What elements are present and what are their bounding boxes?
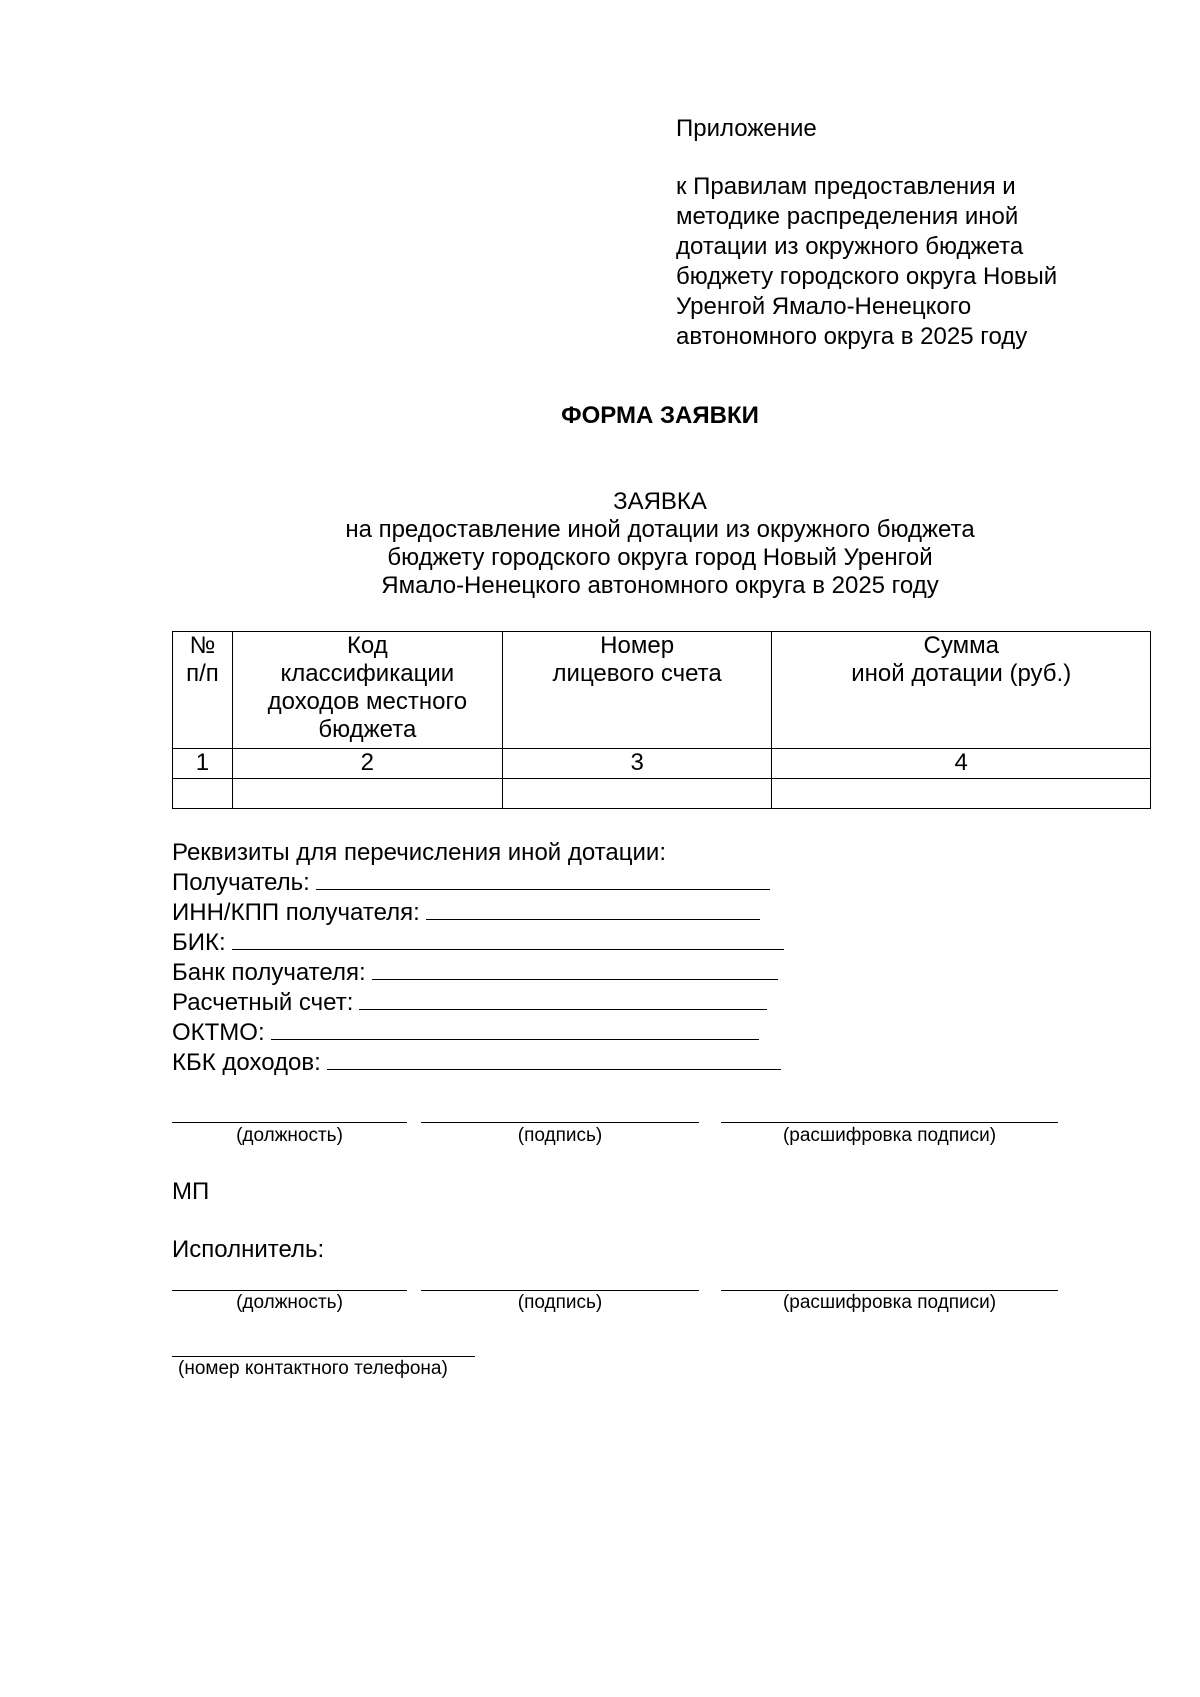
executor-signature-caption: (подпись) [517,1292,603,1313]
requisite-label: ИНН/КПП получателя: [172,899,420,926]
executor-position-caption: (должность) [236,1292,343,1313]
executor-decoding-caption: (расшифровка подписи) [782,1292,997,1313]
attachment-text [676,172,1057,352]
number-cell: 1 [173,749,233,779]
attachment-line: к Правилам предоставления и [676,173,1016,200]
header-line: доходов местного [267,688,468,715]
requisite-label: БИК: [172,929,226,956]
header-line: лицевого счета [552,660,722,687]
request-title-line: Ямало-Ненецкого автономного округа в 2025 году [381,572,939,599]
request-title [0,488,1200,600]
request-title-line: на предоставление иной дотации из окружного бюджета [345,516,975,543]
bank-field[interactable] [372,957,778,980]
executor-label: Исполнитель: [172,1236,325,1263]
executor-decoding-line[interactable] [721,1290,1058,1291]
table-empty-row [173,779,1151,809]
oktmo-field[interactable] [271,1017,759,1040]
requisites-block [172,838,784,1077]
inn-kpp-field[interactable] [426,897,760,920]
header-cell-number [173,632,233,749]
requisite-row-bik [172,927,784,957]
empty-cell[interactable] [772,779,1151,809]
executor-position-line[interactable] [172,1290,407,1291]
request-title-line: бюджету городского округа город Новый Уренгой [387,544,933,571]
attachment-line: дотации из окружного бюджета [676,233,1024,260]
requisites-title: Реквизиты для перечисления иной дотации: [172,839,666,866]
number-cell: 4 [772,749,1151,779]
header-line: иной дотации (руб.) [851,660,1072,687]
requisite-row-inn-kpp [172,897,784,927]
requisite-row-kbk [172,1047,784,1077]
position-line[interactable] [172,1122,407,1123]
header-cell-code [232,632,502,749]
attachment-line: автономного округа в 2025 году [676,323,1028,350]
recipient-field[interactable] [316,867,770,890]
position-caption: (должность) [236,1125,343,1146]
requisite-row-oktmo [172,1017,784,1047]
signature-caption: (подпись) [517,1125,603,1146]
header-line: № [189,632,216,659]
requisite-row-account [172,987,784,1017]
number-cell: 3 [502,749,772,779]
empty-cell[interactable] [232,779,502,809]
table-header-row [173,632,1151,749]
signature-line[interactable] [421,1122,699,1123]
number-cell: 2 [232,749,502,779]
table-numbers-row [173,749,1151,779]
seal-label: МП [172,1178,210,1205]
attachment-heading: Приложение [676,115,817,142]
requisite-row-bank [172,957,784,987]
requisite-label: Получатель: [172,869,310,896]
requisite-label: Расчетный счет: [172,989,354,1016]
bik-field[interactable] [232,927,784,950]
attachment-line: бюджету городского округа Новый [676,263,1058,290]
header-line: Номер [600,632,675,659]
executor-signature-line[interactable] [421,1290,699,1291]
attachment-line: Уренгой Ямало-Ненецкого [676,293,972,320]
requisite-row-recipient [172,867,784,897]
phone-caption: (номер контактного телефона) [178,1358,448,1379]
header-line: Код [346,632,388,659]
header-line: Сумма [923,632,999,659]
header-line: бюджета [318,716,417,743]
empty-cell[interactable] [173,779,233,809]
request-title-line: ЗАЯВКА [613,488,707,515]
requisite-label: ОКТМО: [172,1019,265,1046]
attachment-line: методике распределения иной [676,203,1019,230]
header-line: п/п [186,660,219,687]
kbk-field[interactable] [327,1047,781,1070]
requisite-label: Банк получателя: [172,959,366,986]
header-line: классификации [280,660,455,687]
form-title: ФОРМА ЗАЯВКИ [561,402,759,429]
decoding-line[interactable] [721,1122,1058,1123]
request-table [172,631,1151,809]
header-cell-amount [772,632,1151,749]
phone-line[interactable] [172,1356,475,1357]
account-field[interactable] [359,987,767,1010]
decoding-caption: (расшифровка подписи) [782,1125,997,1146]
empty-cell[interactable] [502,779,772,809]
requisite-label: КБК доходов: [172,1049,321,1076]
header-cell-account [502,632,772,749]
